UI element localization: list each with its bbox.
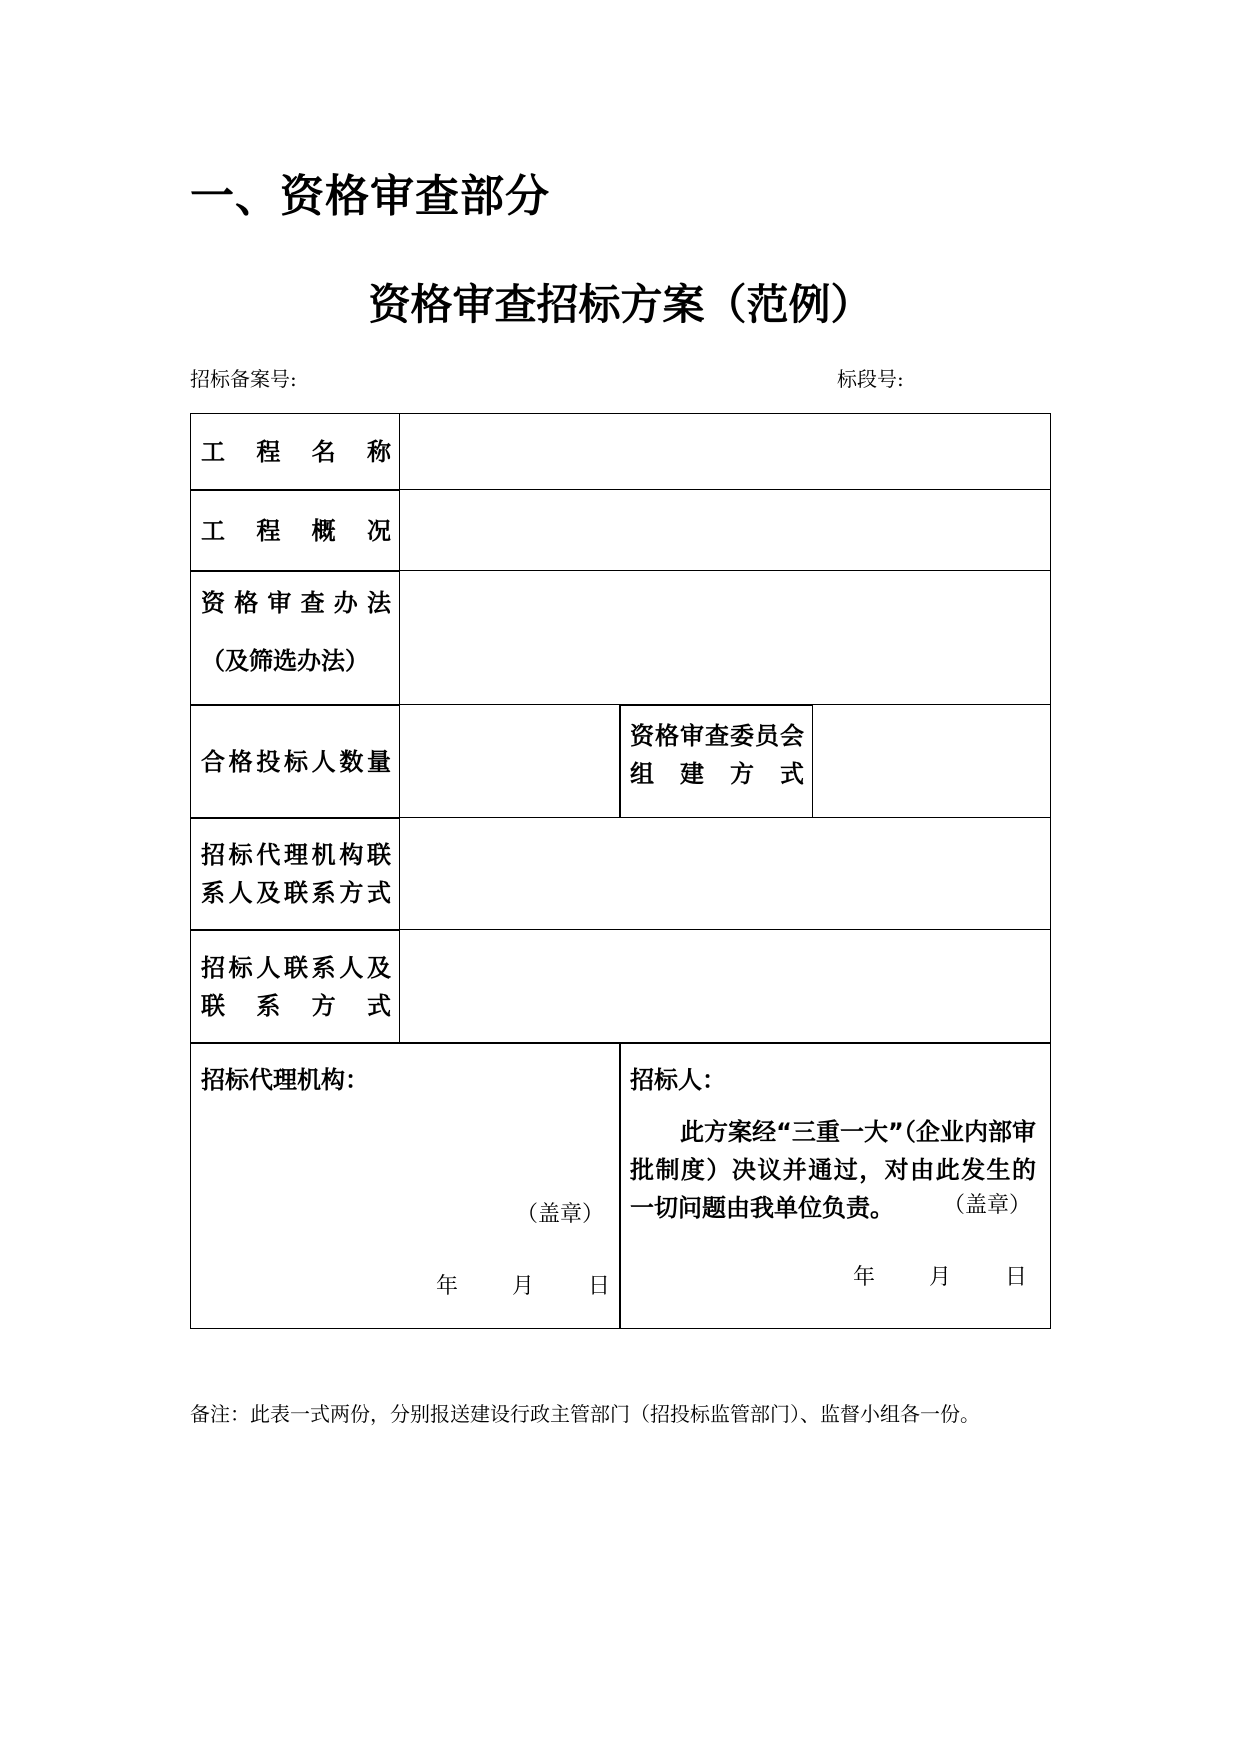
project-name-label: 工 程 名 称 xyxy=(201,438,391,466)
project-name-field[interactable] xyxy=(399,413,1051,491)
document-title: 资格审查招标方案（范例） xyxy=(368,280,873,329)
agency-contact-label-line2: 系人及联系方式 xyxy=(201,879,391,907)
review-method-label-line2: （及筛选办法） xyxy=(201,647,369,675)
agency-contact-label-line1: 招标代理机构联 xyxy=(201,841,391,869)
qualified-bidders-label: 合格投标人数量 xyxy=(201,747,391,776)
section-number-label: 标段号: xyxy=(837,367,904,391)
agency-contact-label-cell xyxy=(190,817,401,931)
project-overview-label-cell xyxy=(190,489,401,572)
tenderer-contact-field[interactable] xyxy=(399,929,1051,1044)
qualified-bidders-field[interactable] xyxy=(399,704,621,819)
tenderer-signature-cell[interactable] xyxy=(619,1042,1051,1329)
agency-date-row xyxy=(436,1269,610,1300)
qualified-bidders-label-cell xyxy=(190,704,401,819)
committee-field[interactable] xyxy=(812,704,1051,819)
tenderer-date-month: 月 xyxy=(929,1265,952,1290)
section-heading: 一、资格审查部分 xyxy=(190,171,550,222)
agency-date-year: 年 xyxy=(436,1274,459,1299)
project-name-label-cell xyxy=(190,413,401,491)
tenderer-statement: 此方案经“三重一大”（企业内部审批制度）决议并通过，对由此发生的一切问题由我单位负责。 xyxy=(630,1118,1036,1222)
agency-date-day: 日 xyxy=(588,1274,611,1299)
agency-contact-field[interactable] xyxy=(399,817,1051,931)
tenderer-stamp-label: （盖章） xyxy=(937,1188,1031,1219)
committee-label-cell xyxy=(619,704,814,819)
review-method-field[interactable] xyxy=(399,570,1051,706)
tenderer-date-year: 年 xyxy=(853,1265,876,1290)
tenderer-date-day: 日 xyxy=(1005,1265,1028,1290)
remark-note: 备注：此表一式两份，分别报送建设行政主管部门（招投标监管部门）、监督小组各一份。 xyxy=(190,1402,980,1426)
review-method-label-cell xyxy=(190,570,401,706)
agency-date-month: 月 xyxy=(512,1274,535,1299)
tenderer-date-row xyxy=(853,1260,1027,1291)
tenderer-signature-label: 招标人： xyxy=(630,1066,726,1094)
tenderer-contact-label-line2: 联 系 方 式 xyxy=(201,991,391,1020)
committee-label-line2: 组 建 方 式 xyxy=(630,760,804,788)
review-method-label-line1: 资格审查办法 xyxy=(201,589,391,617)
agency-stamp-label: （盖章） xyxy=(516,1202,605,1227)
tenderer-contact-label-cell xyxy=(190,929,401,1044)
committee-label-line1: 资格审查委员会 xyxy=(630,722,804,750)
project-overview-label: 工 程 概 况 xyxy=(201,516,391,545)
tenderer-contact-label-line1: 招标人联系人及 xyxy=(201,953,391,982)
agency-signature-label: 招标代理机构： xyxy=(201,1066,369,1094)
agency-signature-cell[interactable] xyxy=(190,1042,621,1329)
project-overview-field[interactable] xyxy=(399,489,1051,572)
filing-number-label: 招标备案号: xyxy=(190,367,297,391)
